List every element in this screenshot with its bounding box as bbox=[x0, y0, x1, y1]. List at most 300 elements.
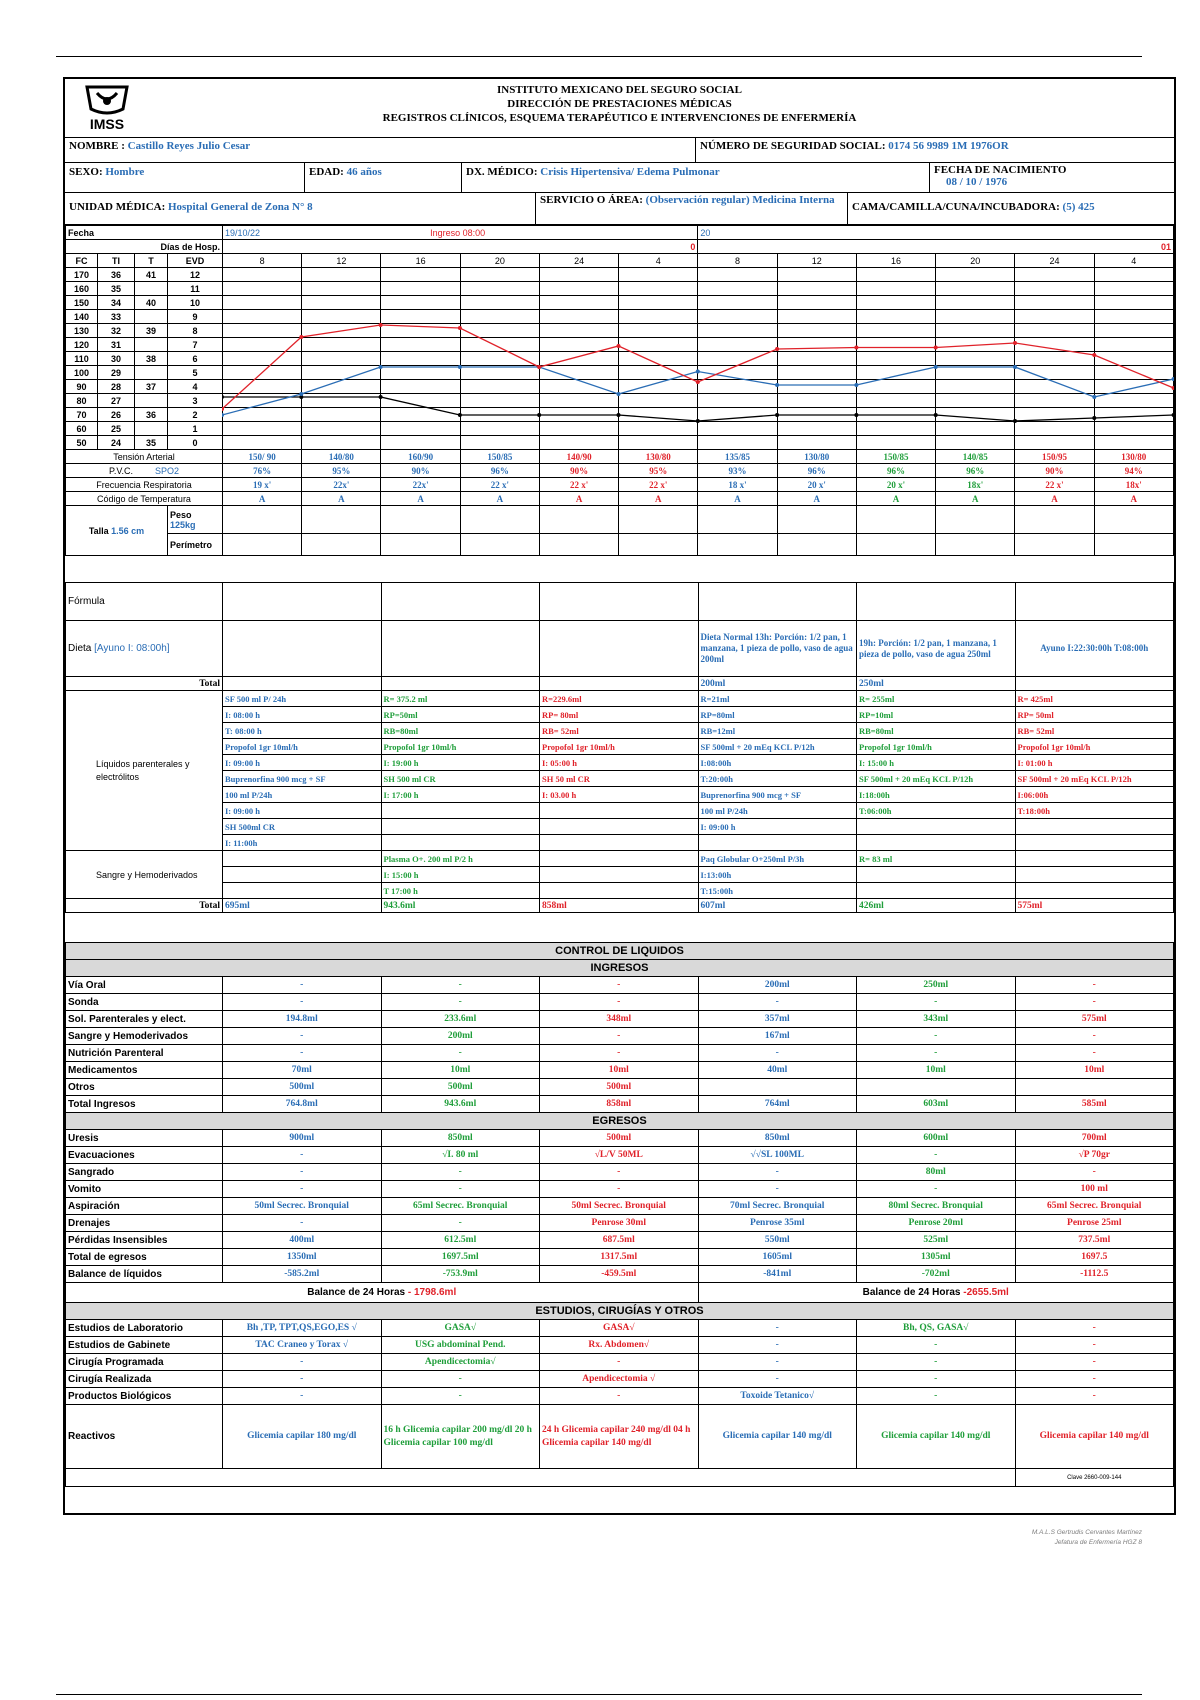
liquidos-entry bbox=[381, 835, 540, 851]
liquidos-entry: T: 08:00 h bbox=[223, 723, 382, 739]
estudio-value: Bh, QS, GASA√ bbox=[857, 1320, 1016, 1337]
codigo-temperatura-label: Código de Temperatura bbox=[66, 492, 223, 506]
scale-cell: 37 bbox=[135, 380, 168, 394]
estudio-value: Rx. Abdomen√ bbox=[540, 1337, 699, 1354]
estudio-value: - bbox=[1015, 1354, 1174, 1371]
estudios-title: ESTUDIOS, CIRUGÍAS Y OTROS bbox=[66, 1303, 1174, 1320]
sangre-label: Sangre y Hemoderivados bbox=[66, 851, 223, 899]
temperature-point bbox=[1172, 413, 1174, 417]
ingresos-title: INGRESOS bbox=[66, 960, 1174, 977]
name-label: NOMBRE : bbox=[69, 140, 125, 152]
heart-rate-point bbox=[1092, 353, 1096, 357]
ingreso-value: 500ml bbox=[540, 1079, 699, 1096]
egreso-label: Total de egresos bbox=[66, 1249, 223, 1266]
scale-cell: 120 bbox=[66, 338, 98, 352]
dias-hosp-day-1: 0 bbox=[223, 240, 698, 254]
codigo-temperatura-value: A bbox=[936, 492, 1015, 506]
clave-code: Clave 2660-009-144 bbox=[1015, 1469, 1174, 1487]
balance-24h-label: Balance de 24 Horas bbox=[307, 1287, 408, 1298]
estudio-value: - bbox=[698, 1371, 857, 1388]
sangre-total: 943.6ml bbox=[381, 899, 540, 913]
peso-cell bbox=[168, 506, 223, 534]
estudio-value: - bbox=[540, 1354, 699, 1371]
perimetro-grid-cell bbox=[619, 534, 698, 556]
sangre-entry: I: 15:00 h bbox=[381, 867, 540, 883]
heart-rate-point bbox=[299, 335, 303, 339]
scale-cell: 29 bbox=[98, 366, 135, 380]
liquidos-entry: RB= 52ml bbox=[1015, 723, 1174, 739]
formula-cell bbox=[698, 583, 857, 621]
sangre-entry bbox=[857, 883, 1016, 899]
egreso-value: - bbox=[381, 1215, 540, 1232]
egreso-value: - bbox=[698, 1181, 857, 1198]
liquidos-entry bbox=[381, 819, 540, 835]
balance-24h-value-a: - 1798.6ml bbox=[407, 1287, 457, 1298]
reactivo-value: 24 h Glicemia capilar 240 mg/dl 04 h Glicemia capilar 140 mg/dl bbox=[540, 1405, 699, 1469]
liquidos-entry: I:06:00h bbox=[1015, 787, 1174, 803]
perimetro-grid-cell bbox=[856, 534, 935, 556]
therapy-table bbox=[65, 582, 1174, 913]
egreso-value: Penrose 35ml bbox=[698, 1215, 857, 1232]
codigo-temperatura-value: A bbox=[539, 492, 618, 506]
ingreso-value: 200ml bbox=[381, 1028, 540, 1045]
spo2-value: 96% bbox=[777, 464, 856, 478]
sangre-total-label: Total bbox=[66, 899, 223, 913]
ingreso-label: Total Ingresos bbox=[66, 1096, 223, 1113]
respiratory-point bbox=[299, 392, 303, 396]
scale-cell: 12 bbox=[168, 268, 223, 282]
perimetro-grid-cell bbox=[539, 534, 618, 556]
estudio-value: - bbox=[1015, 1320, 1174, 1337]
liquidos-entry: RB=80ml bbox=[857, 723, 1016, 739]
respiratory-point bbox=[617, 392, 621, 396]
vitals-chart bbox=[222, 262, 1174, 458]
patient-row-1 bbox=[65, 137, 1174, 163]
egreso-value: -1112.5 bbox=[1015, 1266, 1174, 1283]
heart-rate-point bbox=[696, 380, 700, 384]
date-day-2: 20 bbox=[698, 226, 1174, 240]
clave-blank bbox=[66, 1469, 1016, 1487]
estudio-value: - bbox=[381, 1371, 540, 1388]
ingreso-value: 575ml bbox=[1015, 1011, 1174, 1028]
scale-cell: 140 bbox=[66, 310, 98, 324]
peso-label: Peso bbox=[170, 509, 192, 520]
ingreso-label: Sonda bbox=[66, 994, 223, 1011]
egreso-value: -585.2ml bbox=[223, 1266, 382, 1283]
tension-arterial-value: 160/90 bbox=[381, 450, 460, 464]
hour-7: 12 bbox=[777, 254, 856, 268]
liquidos-entry: Buprenorfina 900 mcg + SF bbox=[698, 787, 857, 803]
scale-cell bbox=[135, 338, 168, 352]
spo2-value: 95% bbox=[619, 464, 698, 478]
liquidos-entry: I: 03.00 h bbox=[540, 787, 699, 803]
heart-rate-point bbox=[379, 323, 383, 327]
dias-hosp-label: Días de Hosp. bbox=[66, 240, 223, 254]
estudio-label: Productos Biológicos bbox=[66, 1388, 223, 1405]
egreso-label: Balance de líquidos bbox=[66, 1266, 223, 1283]
liquidos-entry: R= 255ml bbox=[857, 691, 1016, 707]
dieta-total: 200ml bbox=[698, 677, 857, 691]
reactivo-value: Glicemia capilar 140 mg/dl bbox=[698, 1405, 857, 1469]
form-header bbox=[65, 79, 1174, 138]
liquidos-entry: RB=80ml bbox=[381, 723, 540, 739]
egreso-label: Pérdidas Insensibles bbox=[66, 1232, 223, 1249]
scale-cell: 11 bbox=[168, 282, 223, 296]
ingreso-value: 10ml bbox=[381, 1062, 540, 1079]
estudio-value: - bbox=[857, 1337, 1016, 1354]
scale-cell: 38 bbox=[135, 352, 168, 366]
liquidos-entry: I: 09:00 h bbox=[223, 755, 382, 771]
liquidos-entry: R= 425ml bbox=[1015, 691, 1174, 707]
spo2-value: 95% bbox=[302, 464, 381, 478]
estudio-value: USG abdominal Pend. bbox=[381, 1337, 540, 1354]
estudio-value: Bh ,TP, TPT,QS,EGO,ES √ bbox=[223, 1320, 382, 1337]
perimetro-grid-cell bbox=[381, 534, 460, 556]
scale-cell: 70 bbox=[66, 408, 98, 422]
frecuencia-respiratoria-value: 18x' bbox=[936, 478, 1015, 492]
scale-cell: 40 bbox=[135, 296, 168, 310]
sangre-entry: Plasma O+. 200 ml P/2 h bbox=[381, 851, 540, 867]
estudio-value: - bbox=[857, 1388, 1016, 1405]
scale-cell: 160 bbox=[66, 282, 98, 296]
ingreso-value: 167ml bbox=[698, 1028, 857, 1045]
ingreso-value: 200ml bbox=[698, 977, 857, 994]
liquidos-entry bbox=[1015, 835, 1174, 851]
sangre-entry bbox=[1015, 851, 1174, 867]
hour-3: 20 bbox=[460, 254, 539, 268]
sangre-entry: T:15:00h bbox=[698, 883, 857, 899]
ingreso-value: 603ml bbox=[857, 1096, 1016, 1113]
hour-10: 24 bbox=[1015, 254, 1094, 268]
frecuencia-respiratoria-value: 20 x' bbox=[856, 478, 935, 492]
codigo-temperatura-value: A bbox=[460, 492, 539, 506]
ingreso-value: 348ml bbox=[540, 1011, 699, 1028]
sangre-entry bbox=[223, 883, 382, 899]
respiratory-point bbox=[379, 365, 383, 369]
egreso-value: - bbox=[381, 1164, 540, 1181]
heart-rate-point bbox=[617, 344, 621, 348]
dieta-ayuno: [Ayuno I: 08:00h] bbox=[94, 643, 170, 654]
patient-nss: 0174 56 9989 1M 1976OR bbox=[888, 140, 1009, 152]
temperature-point bbox=[775, 413, 779, 417]
hour-4: 24 bbox=[539, 254, 618, 268]
ingreso-value: - bbox=[381, 994, 540, 1011]
scale-cell: 41 bbox=[135, 268, 168, 282]
scale-cell: 36 bbox=[98, 268, 135, 282]
spo2-value: 96% bbox=[936, 464, 1015, 478]
liquidos-entry: I: 01:00 h bbox=[1015, 755, 1174, 771]
ingreso-value: - bbox=[857, 994, 1016, 1011]
ingreso-value: 500ml bbox=[223, 1079, 382, 1096]
egreso-value: Penrose 20ml bbox=[857, 1215, 1016, 1232]
spo2-value: 93% bbox=[698, 464, 777, 478]
footer-line-2: Jefatura de Enfermería HGZ 8 bbox=[1054, 1539, 1142, 1546]
temperature-line bbox=[222, 397, 1174, 421]
scale-cell bbox=[135, 282, 168, 296]
egreso-label: Aspiración bbox=[66, 1198, 223, 1215]
service-label: SERVICIO O ÁREA: bbox=[540, 194, 643, 206]
formula-cell bbox=[540, 583, 699, 621]
egreso-value: -841ml bbox=[698, 1266, 857, 1283]
sangre-total: 575ml bbox=[1015, 899, 1174, 913]
estudio-value: - bbox=[698, 1337, 857, 1354]
liquidos-entry: Propofol 1gr 10ml/h bbox=[223, 739, 382, 755]
ingreso-value: - bbox=[1015, 1028, 1174, 1045]
estudio-value: GASA√ bbox=[381, 1320, 540, 1337]
reactivo-value: Glicemia capilar 180 mg/dl bbox=[223, 1405, 382, 1469]
estudio-value: - bbox=[540, 1388, 699, 1405]
egreso-value: 550ml bbox=[698, 1232, 857, 1249]
form-titles bbox=[65, 83, 1174, 125]
spo2-value: 90% bbox=[381, 464, 460, 478]
scale-cell: 110 bbox=[66, 352, 98, 366]
hour-1: 12 bbox=[302, 254, 381, 268]
perimetro-grid-cell bbox=[777, 534, 856, 556]
dieta-cell-3 bbox=[540, 621, 699, 677]
codigo-temperatura-value: A bbox=[381, 492, 460, 506]
patient-dob: 08 / 10 / 1976 bbox=[946, 176, 1008, 188]
egreso-value: 70ml Secrec. Bronquial bbox=[698, 1198, 857, 1215]
scale-cell: 26 bbox=[98, 408, 135, 422]
peso-grid-cell bbox=[856, 506, 935, 534]
egreso-value: 100 ml bbox=[1015, 1181, 1174, 1198]
sangre-entry bbox=[1015, 867, 1174, 883]
respiratory-point bbox=[1092, 395, 1096, 399]
spo2-value: 90% bbox=[1015, 464, 1094, 478]
respiratory-point bbox=[775, 383, 779, 387]
egreso-value: √P 70gr bbox=[1015, 1147, 1174, 1164]
patient-row-3 bbox=[65, 193, 1174, 225]
ingreso-value: - bbox=[1015, 994, 1174, 1011]
talla-label: Talla bbox=[88, 525, 112, 536]
dias-hosp-day-2: 01 bbox=[698, 240, 1174, 254]
scale-cell: 27 bbox=[98, 394, 135, 408]
liquidos-entry: T:06:00h bbox=[857, 803, 1016, 819]
sangre-total: 858ml bbox=[540, 899, 699, 913]
ingreso-value: 70ml bbox=[223, 1062, 382, 1079]
ingreso-value: - bbox=[223, 1045, 382, 1062]
sangre-entry bbox=[223, 851, 382, 867]
codigo-temperatura-value: A bbox=[1094, 492, 1173, 506]
respiratory-line bbox=[222, 367, 1174, 415]
ingreso-label: Sol. Parenterales y elect. bbox=[66, 1011, 223, 1028]
scale-cell: 1 bbox=[168, 422, 223, 436]
frecuencia-respiratoria-value: 22x' bbox=[381, 478, 460, 492]
hour-5: 4 bbox=[619, 254, 698, 268]
liquidos-entry: I: 15:00 h bbox=[857, 755, 1016, 771]
spo2-value: 96% bbox=[856, 464, 935, 478]
tension-arterial-value: 140/85 bbox=[936, 450, 1015, 464]
sangre-entry: R= 83 ml bbox=[857, 851, 1016, 867]
liquidos-entry: I: 11:00h bbox=[223, 835, 382, 851]
egreso-value: 80ml Secrec. Bronquial bbox=[857, 1198, 1016, 1215]
scale-cell: 3 bbox=[168, 394, 223, 408]
scale-cell: 130 bbox=[66, 324, 98, 338]
spo2-value: 94% bbox=[1094, 464, 1173, 478]
frecuencia-respiratoria-value: 18 x' bbox=[698, 478, 777, 492]
estudio-value: - bbox=[1015, 1388, 1174, 1405]
liquidos-entry: I:08:00h bbox=[698, 755, 857, 771]
egreso-value: 50ml Secrec. Bronquial bbox=[223, 1198, 382, 1215]
sangre-entry bbox=[857, 867, 1016, 883]
egreso-value: 687.5ml bbox=[540, 1232, 699, 1249]
ingreso-value: 500ml bbox=[381, 1079, 540, 1096]
ingreso-value: - bbox=[223, 977, 382, 994]
estudio-value: - bbox=[223, 1388, 382, 1405]
liquidos-entry: I: 08:00 h bbox=[223, 707, 382, 723]
scale-cell bbox=[135, 394, 168, 408]
liquidos-entry: I: 09:00 h bbox=[223, 803, 382, 819]
scale-cell: 30 bbox=[98, 352, 135, 366]
liquidos-entry: R=229.6ml bbox=[540, 691, 699, 707]
dob-label: FECHA DE NACIMIENTO bbox=[934, 164, 1067, 176]
patient-bed: (5) 425 bbox=[1062, 201, 1095, 213]
estudio-value: - bbox=[698, 1320, 857, 1337]
age-label: EDAD: bbox=[309, 166, 344, 178]
liquidos-entry: T:20:00h bbox=[698, 771, 857, 787]
peso-grid-cell bbox=[302, 506, 381, 534]
scale-cell: 0 bbox=[168, 436, 223, 450]
scale-cell: 28 bbox=[98, 380, 135, 394]
liquidos-entry: RP= 80ml bbox=[540, 707, 699, 723]
signature-note bbox=[1032, 1528, 1142, 1548]
liquidos-entry: Propofol 1gr 10ml/h bbox=[1015, 739, 1174, 755]
sangre-entry: T 17:00 h bbox=[381, 883, 540, 899]
spo2-value: 90% bbox=[539, 464, 618, 478]
temperature-point bbox=[854, 413, 858, 417]
temperature-point bbox=[696, 419, 700, 423]
liquidos-entry: I: 09:00 h bbox=[698, 819, 857, 835]
peso-grid-cell bbox=[1015, 506, 1094, 534]
ingreso-value: - bbox=[698, 1045, 857, 1062]
scale-cell bbox=[135, 422, 168, 436]
egreso-value: -459.5ml bbox=[540, 1266, 699, 1283]
egreso-value: 700ml bbox=[1015, 1130, 1174, 1147]
liquidos-entry: RP=50ml bbox=[381, 707, 540, 723]
perimetro-grid-cell bbox=[223, 534, 302, 556]
liquidos-entry: SH 500 ml CR bbox=[381, 771, 540, 787]
liquidos-entry: T:18:00h bbox=[1015, 803, 1174, 819]
egreso-value: -753.9ml bbox=[381, 1266, 540, 1283]
respiratory-point bbox=[1172, 377, 1174, 381]
dieta-text: Dieta bbox=[68, 643, 95, 654]
sangre-entry bbox=[540, 851, 699, 867]
perimetro-grid-cell bbox=[698, 534, 777, 556]
peso-grid-cell bbox=[381, 506, 460, 534]
estudio-value: GASA√ bbox=[540, 1320, 699, 1337]
dieta-cell-1 bbox=[223, 621, 382, 677]
egreso-value: 1605ml bbox=[698, 1249, 857, 1266]
egreso-value: √L/V 50ML bbox=[540, 1147, 699, 1164]
sangre-entry bbox=[540, 867, 699, 883]
tension-arterial-value: 130/80 bbox=[777, 450, 856, 464]
scale-cell: 35 bbox=[135, 436, 168, 450]
ingreso-value: - bbox=[540, 1028, 699, 1045]
ingreso-value: 764ml bbox=[698, 1096, 857, 1113]
estudio-value: Toxoide Tetanico√ bbox=[698, 1388, 857, 1405]
estudio-label: Estudios de Gabinete bbox=[66, 1337, 223, 1354]
hour-11: 4 bbox=[1094, 254, 1173, 268]
liquidos-entry: SF 500ml + 20 mEq KCL P/12h bbox=[1015, 771, 1174, 787]
ingreso-value: - bbox=[1015, 1045, 1174, 1062]
frecuencia-respiratoria-value: 22 x' bbox=[1015, 478, 1094, 492]
liquidos-entry: RP=10ml bbox=[857, 707, 1016, 723]
liquidos-entry: I: 19:00 h bbox=[381, 755, 540, 771]
egreso-value: - bbox=[223, 1215, 382, 1232]
liquidos-entry: RP= 50ml bbox=[1015, 707, 1174, 723]
perimetro-grid-cell bbox=[1015, 534, 1094, 556]
logo-text: IMSS bbox=[89, 116, 125, 132]
liquidos-entry: I:18:00h bbox=[857, 787, 1016, 803]
egreso-value: 900ml bbox=[223, 1130, 382, 1147]
respiratory-point bbox=[458, 365, 462, 369]
egreso-value: -702ml bbox=[857, 1266, 1016, 1283]
nss-label: NÚMERO DE SEGURIDAD SOCIAL: bbox=[700, 140, 886, 152]
reactivo-value: Glicemia capilar 140 mg/dl bbox=[1015, 1405, 1174, 1469]
reactivos-label: Reactivos bbox=[66, 1405, 223, 1469]
codigo-temperatura-value: A bbox=[223, 492, 302, 506]
estudio-label: Cirugía Programada bbox=[66, 1354, 223, 1371]
dieta-entry-1: Dieta Normal 13h: Porción: 1/2 pan, 1 manzana, 1 pieza de pollo, vaso de agua 200ml bbox=[698, 621, 857, 677]
egreso-value: - bbox=[857, 1181, 1016, 1198]
liquidos-entry: Buprenorfina 900 mcg + SF bbox=[223, 771, 382, 787]
formula-label: Fórmula bbox=[66, 583, 223, 621]
temperature-point bbox=[934, 413, 938, 417]
egreso-value: - bbox=[223, 1164, 382, 1181]
footer-line-1: M.A.L.S Gertrudis Cervantes Martínez bbox=[1031, 1529, 1142, 1536]
egreso-value: 850ml bbox=[698, 1130, 857, 1147]
temperature-point bbox=[537, 413, 541, 417]
ingreso-value: 343ml bbox=[857, 1011, 1016, 1028]
dieta-label bbox=[66, 621, 223, 677]
balance-24h-b bbox=[698, 1283, 1174, 1303]
scale-head-fc: FC bbox=[66, 254, 98, 268]
heart-rate-point bbox=[458, 326, 462, 330]
frecuencia-respiratoria-value: 22 x' bbox=[619, 478, 698, 492]
peso-grid-cell bbox=[1094, 506, 1173, 534]
perimetro-grid-cell bbox=[936, 534, 1015, 556]
egreso-label: Drenajes bbox=[66, 1215, 223, 1232]
tension-arterial-value: 140/90 bbox=[539, 450, 618, 464]
fecha-label: Fecha bbox=[66, 226, 223, 240]
peso-grid-cell bbox=[698, 506, 777, 534]
sangre-total: 607ml bbox=[698, 899, 857, 913]
scale-cell bbox=[135, 366, 168, 380]
title-direction: DIRECCIÓN DE PRESTACIONES MÉDICAS bbox=[507, 98, 732, 110]
peso-value: 125kg bbox=[170, 519, 196, 530]
scale-cell: 90 bbox=[66, 380, 98, 394]
egreso-value: Penrose 30ml bbox=[540, 1215, 699, 1232]
scale-cell: 150 bbox=[66, 296, 98, 310]
hour-0: 8 bbox=[223, 254, 302, 268]
dieta-total bbox=[1015, 677, 1174, 691]
ingreso-value: - bbox=[540, 994, 699, 1011]
top-rule bbox=[56, 56, 1142, 57]
dieta-total bbox=[223, 677, 382, 691]
scale-cell: 33 bbox=[98, 310, 135, 324]
egreso-label: Uresis bbox=[66, 1130, 223, 1147]
egreso-value: 1697.5ml bbox=[381, 1249, 540, 1266]
peso-grid-cell bbox=[619, 506, 698, 534]
perimetro-grid-cell bbox=[460, 534, 539, 556]
hour-6: 8 bbox=[698, 254, 777, 268]
tension-arterial-value: 130/80 bbox=[619, 450, 698, 464]
liquidos-entry bbox=[1015, 819, 1174, 835]
scale-cell: 10 bbox=[168, 296, 223, 310]
liquidos-entry: R=21ml bbox=[698, 691, 857, 707]
liquidos-entry: SF 500ml + 20 mEq KCL P/12h bbox=[698, 739, 857, 755]
heart-rate-point bbox=[537, 365, 541, 369]
